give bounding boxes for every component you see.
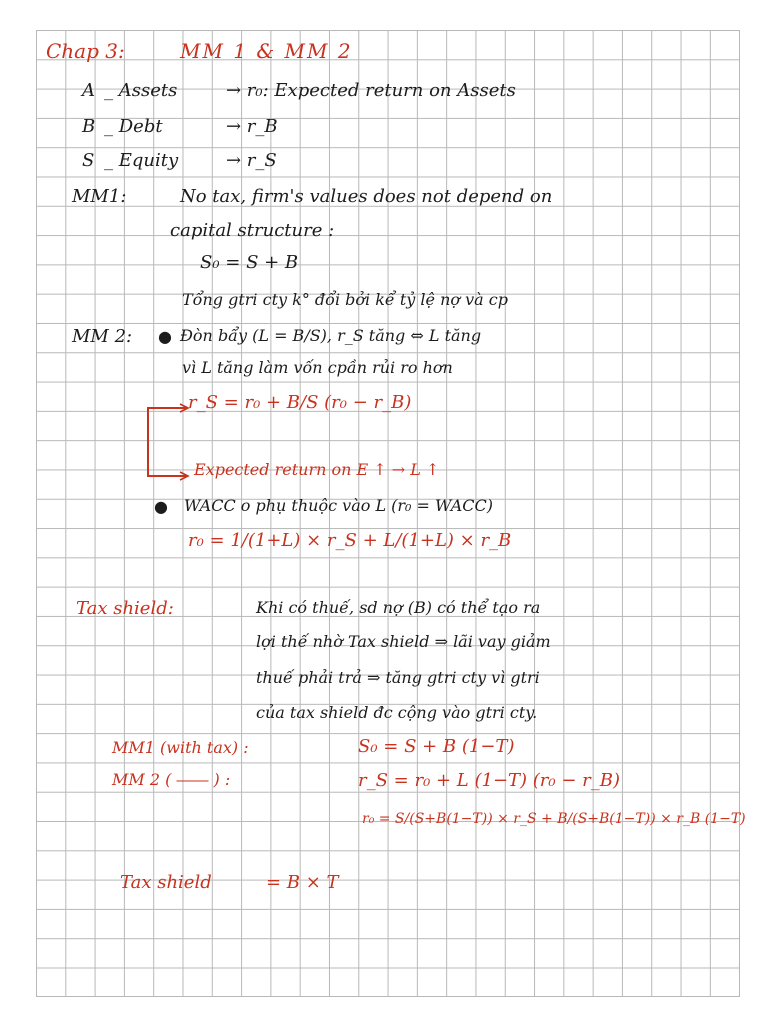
mm2-bullet1-line2: vì L tăng làm vốn cpần rủi ro hơn xyxy=(182,358,453,377)
tax-mm1-formula: S₀ = S + B (1−T) xyxy=(358,736,515,757)
mm1-formula: S₀ = S + B xyxy=(200,252,299,273)
def-name-assets: _ Assets xyxy=(104,80,178,101)
tax-shield-line1: Khi có thuế, sd nợ (B) có thể tạo ra xyxy=(256,598,541,617)
tax-shield-line4: của tax shield đc cộng vào gtri cty. xyxy=(256,703,538,722)
tax-mm2-formula-rs: r_S = r₀ + L (1−T) (r₀ − r_B) xyxy=(358,770,621,791)
mm2-formula-r0: r₀ = 1/(1+L) × r_S + L/(1+L) × r_B xyxy=(188,530,512,551)
mm1-line2: capital structure : xyxy=(170,220,335,241)
mm2-label: MM 2: xyxy=(72,326,133,347)
tax-shield-final-label: Tax shield xyxy=(120,872,212,893)
def-name-debt: _ Debt xyxy=(104,116,163,137)
mm2-bullet2: WACC o phụ thuộc vào L (r₀ = WACC) xyxy=(184,496,493,515)
tax-shield-label: Tax shield: xyxy=(76,598,174,619)
tax-shield-line3: thuế phải trả ⇒ tăng gtri cty vì gtri xyxy=(256,668,540,687)
mm1-label: MM1: xyxy=(72,186,127,207)
chapter-heading: Chap 3: xyxy=(46,39,125,63)
chapter-topic: MM 1 & MM 2 xyxy=(180,39,353,63)
mm1-note: Tổng gtri cty k° đổi bởi kể tỷ lệ nợ và cp xyxy=(182,290,508,309)
bullet-icon: ● xyxy=(154,497,168,516)
def-letter-a: A xyxy=(82,80,95,101)
def-name-equity: _ Equity xyxy=(104,150,179,171)
tax-shield-final-formula: = B × T xyxy=(266,872,339,893)
tax-shield-line2: lợi thế nhờ Tax shield ⇒ lãi vay giảm xyxy=(256,632,551,651)
mm2-formula-rs: r_S = r₀ + B/S (r₀ − r_B) xyxy=(188,392,412,413)
def-letter-s: S xyxy=(82,150,95,171)
mm1-line1: No tax, firm's values does not depend on xyxy=(180,186,553,207)
tax-mm2-label: MM 2 ( ―― ) : xyxy=(112,770,231,789)
bullet-icon: ● xyxy=(158,327,172,346)
def-arrow-assets: → r₀: Expected return on Assets xyxy=(226,80,516,101)
def-arrow-equity: → r_S xyxy=(226,150,277,171)
mm2-bullet1-line1: Đòn bẩy (L = B/S), r_S tăng ⇔ L tăng xyxy=(180,326,482,345)
tax-mm2-formula-r0: r₀ = S/(S+B(1−T)) × r_S + B/(S+B(1−T)) × r_B (1−T) xyxy=(362,811,746,827)
mm2-expected-return: Expected return on E ↑ → L ↑ xyxy=(194,460,440,479)
tax-mm1-label: MM1 (with tax) : xyxy=(112,738,249,757)
def-letter-b: B xyxy=(82,116,96,137)
def-arrow-debt: → r_B xyxy=(226,116,278,137)
